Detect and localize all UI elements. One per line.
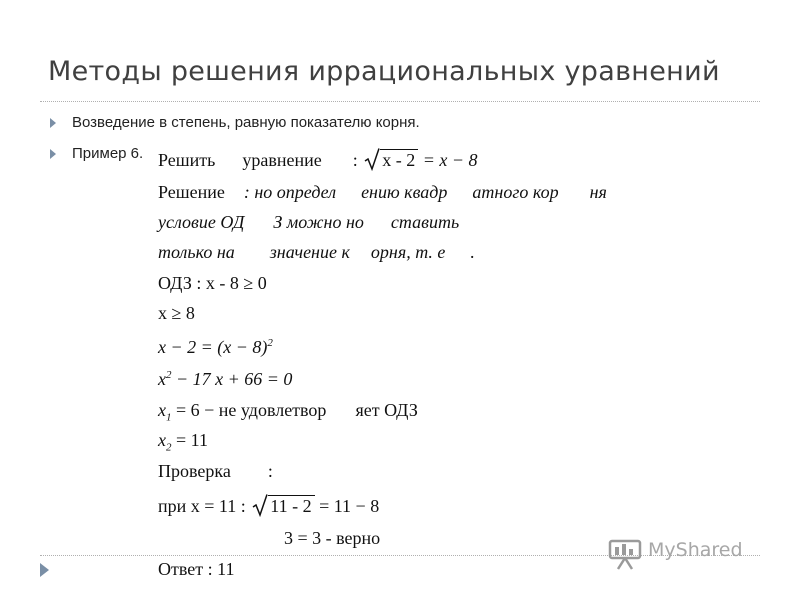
solution-text: ению квадр (361, 182, 448, 202)
task-word: уравнение (242, 150, 322, 170)
check-radicand: 11 - 2 (268, 495, 314, 516)
task-line (158, 150, 478, 171)
solution-text: орня, т. е (370, 242, 446, 262)
task-colon: : (352, 150, 358, 170)
root-2-line (158, 430, 208, 454)
check-equation (158, 496, 379, 517)
answer-line: Ответ : 11 (158, 559, 235, 579)
check-radical (252, 496, 314, 517)
solution-text: ставить (390, 212, 460, 232)
bullet-item-1: Возведение в степень, равную показателю корня. (72, 114, 420, 131)
solution-text: атного кор (472, 182, 559, 202)
radical-sign-icon (364, 147, 380, 171)
solution-line-1 (158, 182, 607, 203)
variable: x (158, 400, 166, 420)
solution-text: значение к (269, 242, 350, 262)
bullet-arrow-icon (50, 149, 56, 159)
root-1-text: = 6 − не удовлетвор (171, 400, 327, 420)
subscript: 2 (166, 441, 172, 454)
bullet-arrow-icon (50, 118, 56, 128)
task-radicand: x - 2 (380, 149, 418, 170)
task-radical (364, 150, 418, 171)
check-rhs: = 11 − 8 (319, 496, 380, 516)
quadratic-rest: − 17 x + 66 = 0 (171, 369, 293, 389)
solution-text: условие ОД (158, 212, 245, 232)
squared-lhs: x − 2 = (x − 8) (158, 337, 268, 357)
check-at: при x = 11 : (158, 496, 246, 516)
check-line (158, 461, 273, 482)
solution-label: Решение (158, 182, 225, 202)
presentation-board-icon (608, 538, 642, 570)
solution-text: З можно но (273, 212, 364, 232)
quadratic-equation (158, 369, 292, 390)
root-1-tail: яет ОДЗ (355, 400, 418, 420)
watermark-text: MyShared (648, 539, 743, 561)
root-2-text: = 11 (171, 430, 208, 450)
odz-line: ОДЗ : x - 8 ≥ 0 (158, 273, 267, 293)
check-result: 3 = 3 - верно (284, 528, 381, 548)
exponent: 2 (166, 369, 172, 381)
variable: x (158, 430, 166, 450)
bullet-item-2: Пример 6. (72, 145, 144, 162)
variable: x (158, 369, 166, 389)
task-label: Решить (158, 150, 216, 170)
exponent: 2 (267, 337, 273, 349)
solution-line-2 (158, 212, 459, 233)
solution-text: . (470, 242, 475, 262)
check-colon: : (267, 461, 273, 481)
radical-sign-icon (252, 493, 268, 517)
slide-title: Методы решения иррациональных уравнений (48, 56, 720, 87)
subscript: 1 (166, 411, 172, 424)
solution-text: ня (589, 182, 607, 202)
condition-line: x ≥ 8 (158, 303, 195, 323)
root-1-line (158, 400, 418, 424)
title-divider (40, 101, 760, 102)
task-rhs: = x − 8 (422, 150, 478, 170)
squared-equation (158, 337, 273, 358)
solution-text: : но определ (243, 182, 337, 202)
solution-line-3 (158, 242, 475, 263)
check-label: Проверка (158, 461, 231, 481)
watermark-logo (608, 538, 743, 575)
next-slide-arrow-icon[interactable] (40, 563, 49, 577)
solution-text: только на (158, 242, 235, 262)
